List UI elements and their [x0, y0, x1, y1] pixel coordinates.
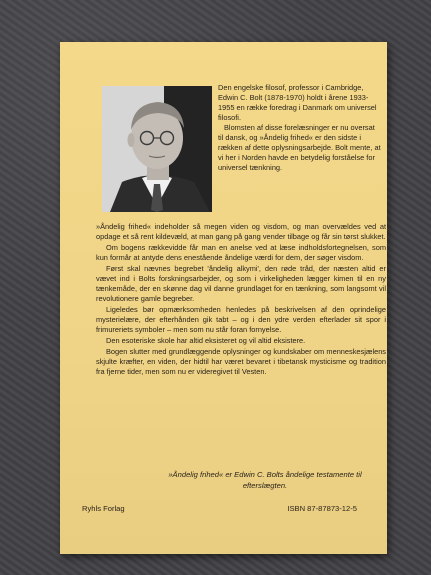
blurb-paragraph: Den esoteriske skole har altid eksisteret og vil altid eksistere.: [106, 336, 306, 345]
blurb-paragraph: Først skal nævnes begrebet 'åndelig alkymi', den røde tråd, der næsten altid er vævet ind i Bolts forskningsarbejder, og som i virkeligheden lægger kimen til en ny tænkemåde, der en skønne dag vil danne grundlaget for en tænkning, som langsomt vil revolutionere gamle begreber.: [96, 264, 386, 303]
author-portrait: [102, 86, 212, 212]
closing-quote: »Åndelig frihed« er Edwin C. Bolts åndelige testamente til efterslægten.: [168, 470, 362, 490]
isbn-number: ISBN 87-87873-12-5: [287, 504, 357, 513]
blurb-paragraph: Ligeledes bør opmærksomheden henledes på beskrivelsen af den oprindelige mysterielære, der efterhånden gik tabt – og i den ydre verden efterlader sit spor i frimureriets symboler – men som nu står foran fornyelse.: [96, 305, 386, 334]
blurb-paragraph: Om bogens rækkevidde får man en anelse ved at læse indholdsfortegnelsen, som kun formår at antyde dens enestående åndelige værdi for dem, der søger visdom.: [96, 243, 386, 262]
blurb-text: [96, 222, 386, 378]
author-bio: [218, 83, 381, 173]
bio-paragraph: Blomsten af disse forelæsninger er nu oversat til dansk, og »Åndelig frihed« er den sidste i rækken af dette oplysningsarbejde. Bolt mente, at vi her i Norden havde en betydelig forståelse for universel tænkning.: [218, 123, 381, 172]
author-portrait-illustration: [102, 86, 212, 212]
blurb-paragraph: Bogen slutter med grundlæggende oplysninger og kundskaber om menneskesjælens skjulte kræfter, en viden, der hidtil har været bevaret i tibetansk mysticisme og tradition fra fjerne tider, men som nu er videregivet til Vesten.: [96, 347, 386, 376]
publisher-name: Ryhls Forlag: [82, 504, 125, 513]
blurb-paragraph: »Åndelig frihed« indeholder så megen viden og visdom, og man overvældes ved at opdage et så rent kildevæld, at man gang på gang vender tilbage og får sin tørst slukket.: [96, 222, 386, 241]
bio-paragraph: Den engelske filosof, professor i Cambridge, Edwin C. Bolt (1878-1970) holdt i årene 1933-1955 en række foredrag i Danmark om universel filosofi.: [218, 83, 377, 122]
book-back-cover: [60, 42, 387, 554]
